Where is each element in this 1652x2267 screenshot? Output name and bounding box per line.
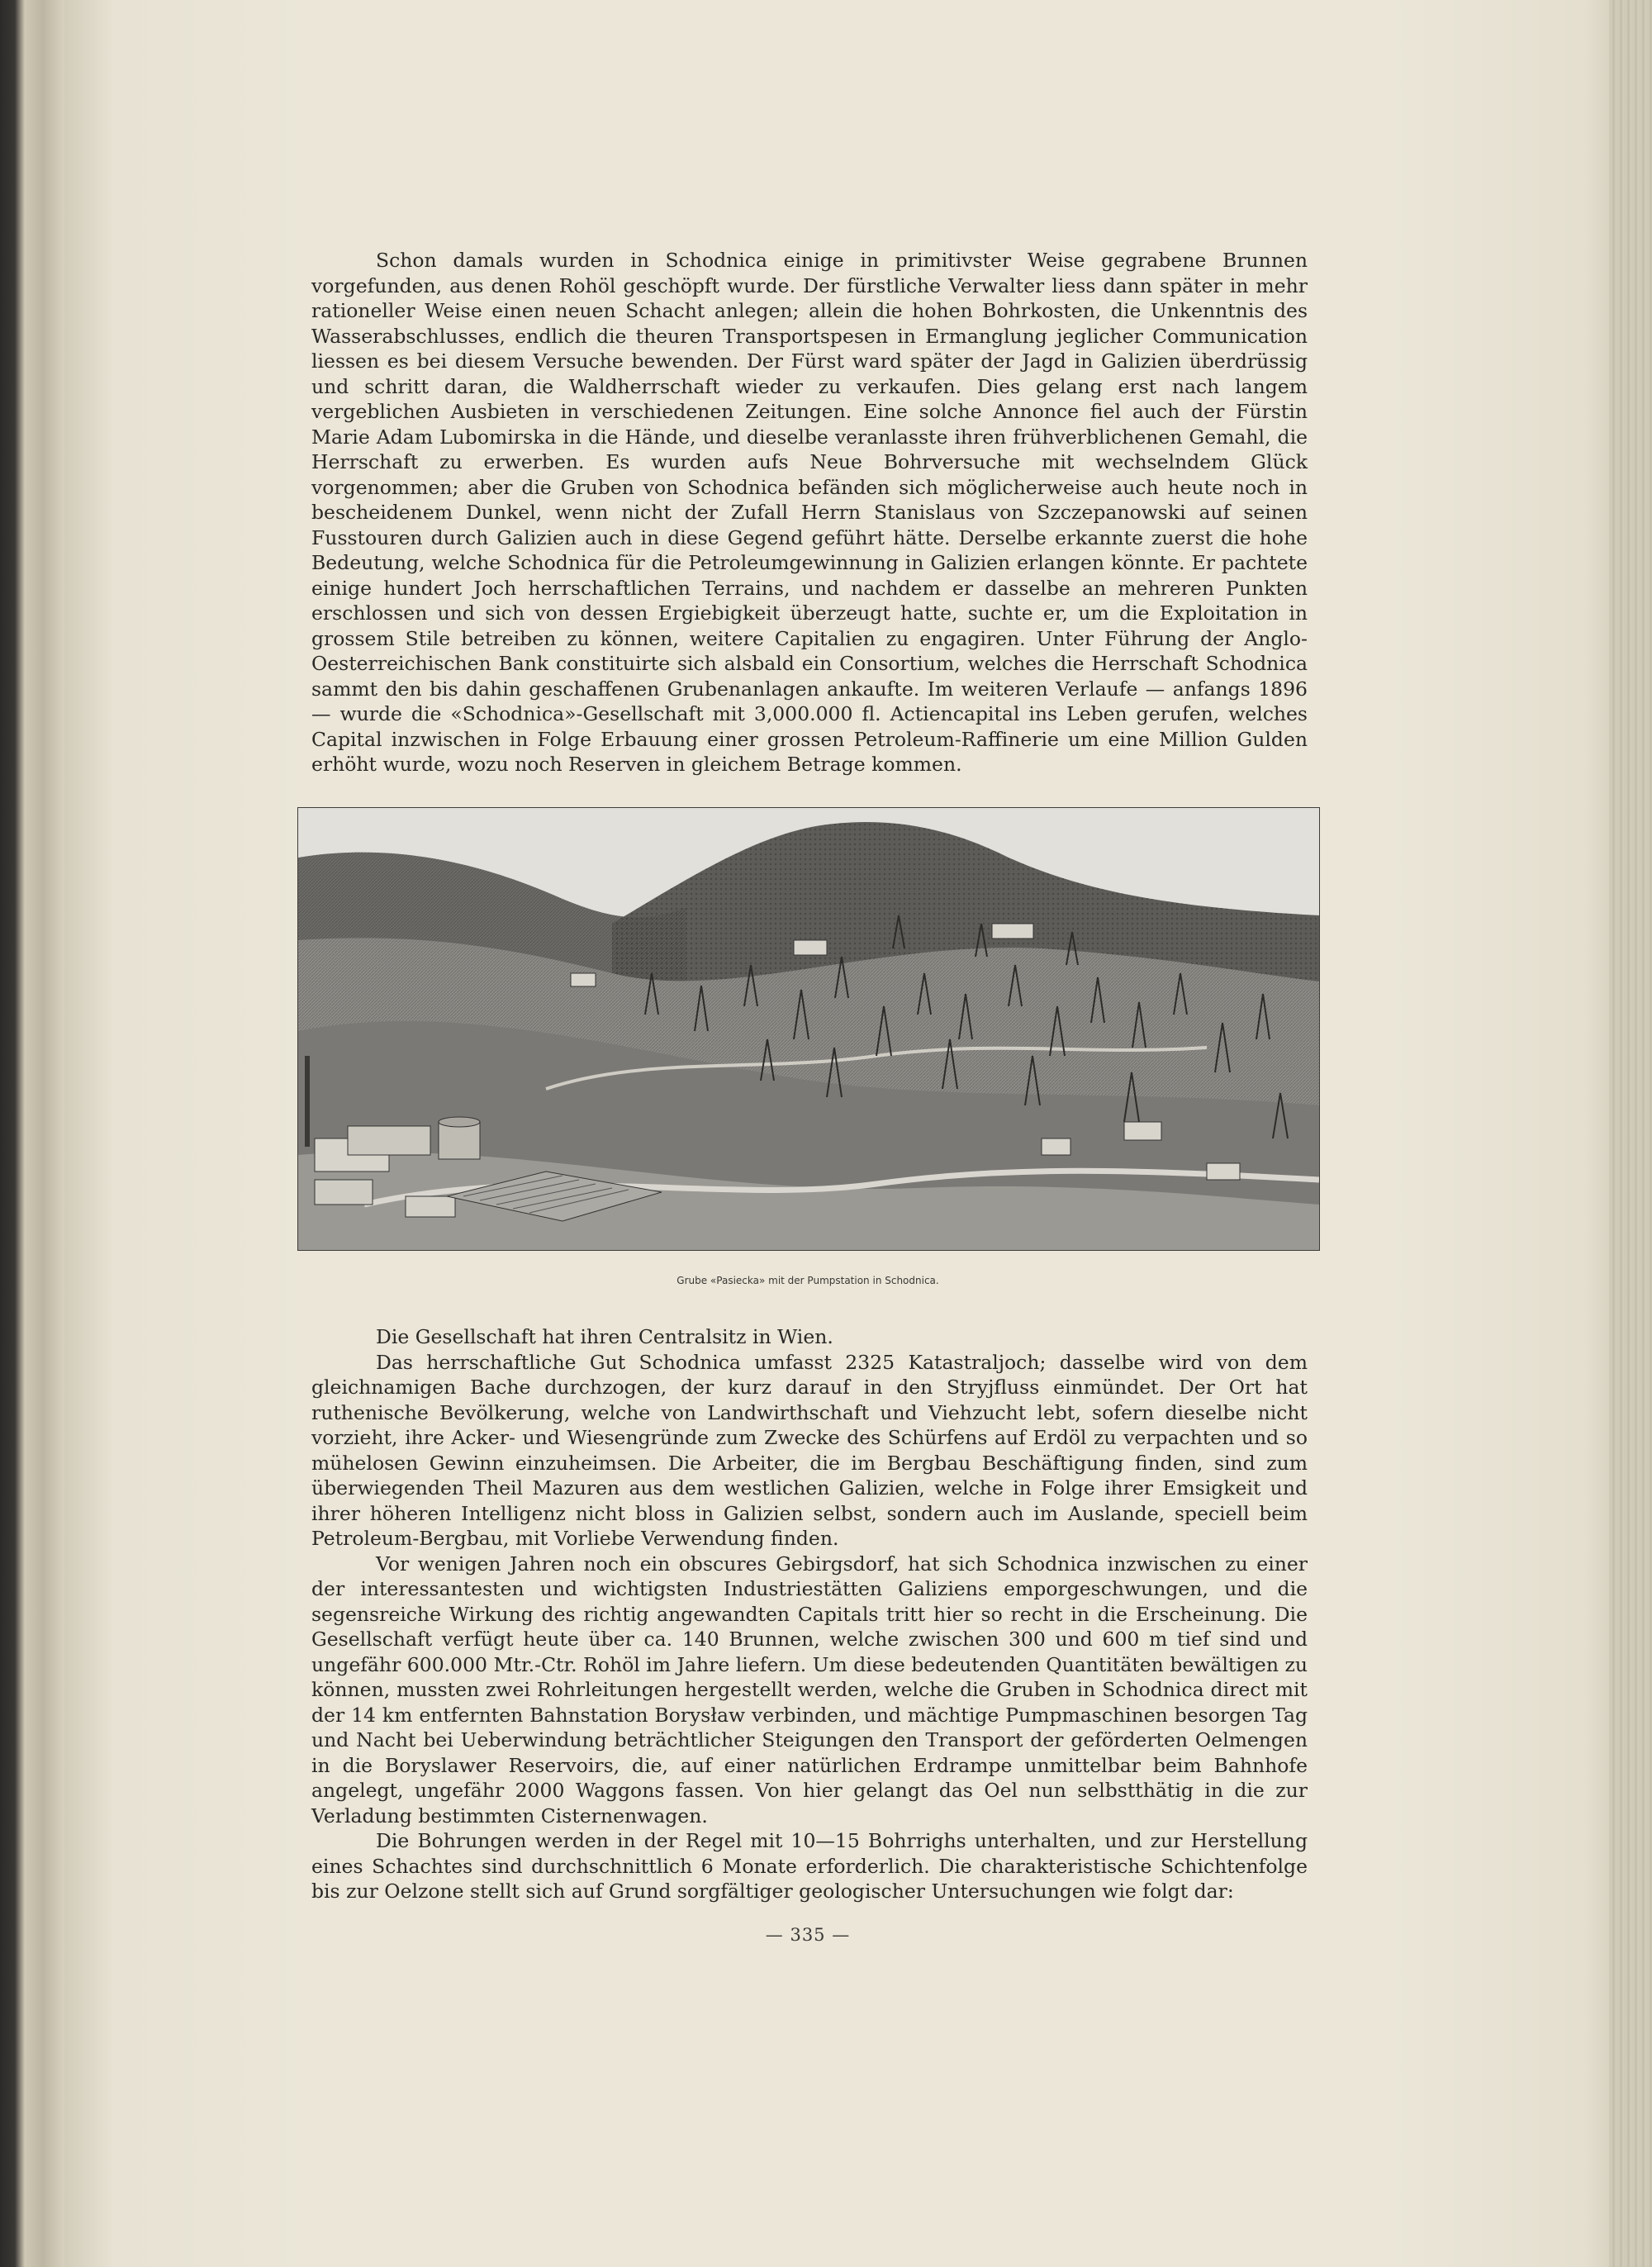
book-binding [0, 0, 64, 2267]
body-text-bottom [311, 1324, 1308, 1904]
engraving-landscape [298, 808, 1319, 1250]
paragraph: Vor wenigen Jahren noch ein obscures Gebirgsdorf, hat sich Schodnica inzwischen zu einer der interessantesten und wichtigsten Industriestätten Galiziens emporgeschwungen, und die segensreiche Wirkung des richtig angewandten Capitals tritt hier so recht in die Erscheinung. Die Gesellschaft verfügt heute über ca. 140 Brunnen, welche zwischen 300 und 600 m tief sind und ungefähr 600.000 Mtr.-Ctr. Rohöl im Jahre liefern. Um diese bedeutenden Quantitäten bewältigen zu können, mussten zwei Rohrleitungen hergestellt werden, welche die Gruben in Schodnica direct mit der 14 km entfernten Bahnstation Borysław verbinden, und mächtige Pumpmaschinen besorgen Tag und Nacht bei Ueberwindung beträchtlicher Steigungen den Transport der geförderten Oelmengen in die Boryslawer Reservoirs, die, auf einer natürlichen Erdrampe unmittelbar beim Bahnhofe angelegt, ungefähr 2000 Waggons fassen. Von hier gelangt das Oel nun selbstthätig in die zur Verladung bestimmten Cisternenwagen. [311, 1552, 1308, 1827]
illustration-oil-field-schodnica [297, 807, 1320, 1251]
paragraph: Das herrschaftliche Gut Schodnica umfasst 2325 Katastraljoch; dasselbe wird von dem gleichnamigen Bache durchzogen, der kurz darauf in den Stryjfluss einmündet. Der Ort hat ruthenische Bevölkerung, welche von Landwirthschaft und Viehzucht lebt, sofern dieselbe nicht vorzieht, ihre Acker- und Wiesengründe zum Zwecke des Schürfens auf Erdöl zu verpachten und so mühelosen Gewinn einzuheimsen. Die Arbeiter, die im Bergbau Beschäftigung finden, sind zum überwiegenden Theil Mazuren aus dem westlichen Galizien, welche in Folge ihrer Emsigkeit und ihrer höheren Intelligenz nicht bloss in Galizien selbst, sondern auch im Auslande, speciell beim Petroleum-Bergbau, mit Vorliebe Verwendung finden. [311, 1350, 1308, 1550]
page-edges [1609, 0, 1652, 2267]
paragraph: Die Bohrungen werden in der Regel mit 10—15 Bohrrighs unterhalten, und zur Herstellung eines Schachtes sind durchschnittlich 6 Monate erforderlich. Die charakteristische Schichtenfolge bis zur Oelzone stellt sich auf Grund sorgfältiger geologischer Untersuchungen wie folgt dar: [311, 1829, 1308, 1903]
figure-caption: Grube «Pasiecka» mit der Pumpstation in Schodnica. [676, 1275, 939, 1286]
body-text-top [311, 248, 1308, 777]
page-number: — 335 — [765, 1925, 851, 1945]
paragraph: Schon damals wurden in Schodnica einige in primitivster Weise gegrabene Brunnen vorgefunden, aus denen Rohöl geschöpft wurde. Der fürstliche Verwalter liess dann später in mehr rationeller Weise einen neuen Schacht anlegen; allein die hohen Bohrkosten, die Unkenntnis des Wasserabschlusses, endlich die theuren Transportspesen in Ermanglung jeglicher Communication liessen es bei diesem Versuche bewenden. Der Fürst ward später der Jagd in Galizien überdrüssig und schritt daran, die Waldherrschaft wieder zu verkaufen. Dies gelang erst nach langem vergeblichen Ausbieten in verschiedenen Zeitungen. Eine solche Annonce fiel auch der Fürstin Marie Adam Lubomirska in die Hände, und dieselbe veranlasste ihren frühverblichenen Gemahl, die Herrschaft zu erwerben. Es wurden aufs Neue Bohrversuche mit wechselndem Glück vorgenommen; aber die Gruben von Schodnica befänden sich möglicherweise auch heute noch in bescheidenem Dunkel, wenn nicht der Zufall Herrn Stanislaus von Szczepanowski auf seinen Fusstouren durch Galizien auch in diese Gegend geführt hätte. Derselbe erkannte zuerst die hohe Bedeutung, welche Schodnica für die Petroleumgewinnung in Galizien erlangen könnte. Er pachtete einige hundert Joch herrschaftlichen Terrains, und nachdem er dasselbe an mehreren Punkten erschlossen und sich von dessen Ergiebigkeit überzeugt hatte, suchte er, um die Exploitation in grossem Stile betreiben zu können, weitere Capitalien zu engagiren. Unter Führung der Anglo-Oesterreichischen Bank constituirte sich alsbald ein Consortium, welches die Herrschaft Schodnica sammt den bis dahin geschaffenen Grubenanlagen ankaufte. Im weiteren Verlaufe — anfangs 1896 — wurde die «Schodnica»-Gesellschaft mit 3,000.000 fl. Actiencapital ins Leben gerufen, welches Capital inzwischen in Folge Erbauung einer grossen Petroleum-Raffinerie um eine Million Gulden erhöht wurde, wozu noch Reserven in gleichem Betrage kommen. [311, 249, 1308, 776]
paragraph: Die Gesellschaft hat ihren Centralsitz in Wien. [376, 1325, 833, 1348]
